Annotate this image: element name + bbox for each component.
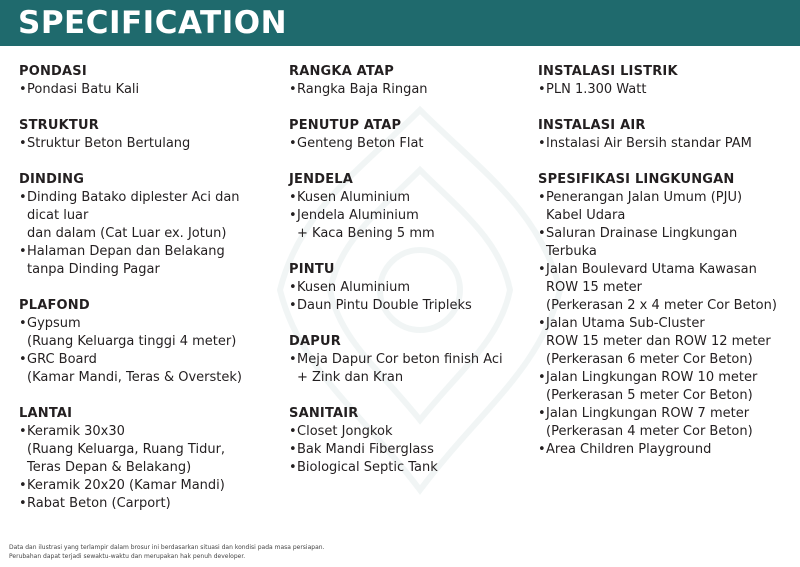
- spec-item-line: PLN 1.300 Watt: [546, 82, 647, 97]
- spec-item-line: Dinding Batako diplester Aci dan: [27, 190, 240, 205]
- spec-item: [19, 477, 279, 495]
- section-title: PINTU: [289, 262, 335, 277]
- section-title: DAPUR: [289, 334, 341, 349]
- spec-item-line: + Kaca Bening 5 mm: [297, 226, 435, 241]
- spec-item: [538, 81, 793, 99]
- bullet-icon: •: [19, 82, 27, 97]
- bullet-icon: •: [538, 136, 546, 151]
- bullet-icon: •: [289, 442, 297, 457]
- spec-item: [19, 243, 279, 279]
- bullet-icon: •: [289, 208, 297, 223]
- spec-section: [538, 117, 793, 153]
- spec-item-line: dicat luar: [27, 208, 89, 223]
- spec-item: [538, 189, 793, 225]
- spec-item: [289, 279, 529, 297]
- spec-item-line: Jendela Aluminium: [297, 208, 419, 223]
- bullet-icon: •: [19, 316, 27, 331]
- bullet-icon: •: [538, 316, 546, 331]
- bullet-icon: •: [289, 190, 297, 205]
- spec-item: [538, 369, 793, 405]
- spec-item-line: Jalan Lingkungan ROW 10 meter: [546, 370, 758, 385]
- bullet-icon: •: [538, 190, 546, 205]
- section-title: PONDASI: [19, 64, 87, 79]
- spec-section: [538, 63, 793, 99]
- spec-item: [289, 207, 529, 243]
- section-title: PLAFOND: [19, 298, 90, 313]
- bullet-icon: •: [19, 478, 27, 493]
- spec-section: [289, 333, 529, 387]
- spec-section: [289, 63, 529, 99]
- spec-item: [19, 495, 279, 513]
- spec-item-line: (Kamar Mandi, Teras & Overstek): [27, 370, 242, 385]
- bullet-icon: •: [19, 244, 27, 259]
- spec-item-line: Area Children Playground: [546, 442, 712, 457]
- spec-item-line: + Zink dan Kran: [297, 370, 404, 385]
- section-title: LANTAI: [19, 406, 73, 421]
- section-title: INSTALASI LISTRIK: [538, 64, 678, 79]
- disclaimer: [9, 543, 324, 561]
- spec-item-line: Instalasi Air Bersih standar PAM: [546, 136, 752, 151]
- disclaimer-line-1: Data dan ilustrasi yang terlampir dalam brosur ini berdasarkan situasi dan kondisi pada masa persiapan.: [9, 544, 325, 551]
- spec-item: [289, 189, 529, 207]
- spec-item-line: Meja Dapur Cor beton finish Aci: [297, 352, 503, 367]
- spec-item-line: Keramik 20x20 (Kamar Mandi): [27, 478, 225, 493]
- spec-item-line: Terbuka: [546, 244, 597, 259]
- bullet-icon: •: [19, 190, 27, 205]
- section-title: STRUKTUR: [19, 118, 99, 133]
- spec-section: [19, 63, 279, 99]
- bullet-icon: •: [289, 352, 297, 367]
- disclaimer-line-2: Perubahan dapat terjadi sewaktu-waktu dan merupakan hak penuh developer.: [9, 553, 246, 560]
- bullet-icon: •: [19, 352, 27, 367]
- spec-item-line: (Perkerasan 4 meter Cor Beton): [546, 424, 753, 439]
- spec-item-line: Daun Pintu Double Tripleks: [297, 298, 472, 313]
- spec-item: [538, 135, 793, 153]
- spec-item-line: Closet Jongkok: [297, 424, 393, 439]
- spec-item-line: Halaman Depan dan Belakang: [27, 244, 225, 259]
- spec-item-line: Bak Mandi Fiberglass: [297, 442, 434, 457]
- spec-section: [19, 297, 279, 387]
- spec-item-line: Rabat Beton (Carport): [27, 496, 171, 511]
- spec-section: [289, 405, 529, 477]
- spec-item-line: Keramik 30x30: [27, 424, 125, 439]
- spec-item-line: Genteng Beton Flat: [297, 136, 424, 151]
- spec-item-line: Biological Septic Tank: [297, 460, 438, 475]
- section-title: INSTALASI AIR: [538, 118, 646, 133]
- spec-section: [19, 171, 279, 279]
- spec-item-line: Rangka Baja Ringan: [297, 82, 428, 97]
- spec-item-line: Kusen Aluminium: [297, 280, 411, 295]
- bullet-icon: •: [538, 82, 546, 97]
- bullet-icon: •: [538, 370, 546, 385]
- spec-item-line: (Ruang Keluarga tinggi 4 meter): [27, 334, 237, 349]
- spec-item: [19, 135, 279, 153]
- bullet-icon: •: [289, 280, 297, 295]
- spec-section: [19, 405, 279, 513]
- column-1: [19, 63, 279, 531]
- section-title: RANGKA ATAP: [289, 64, 394, 79]
- spec-item-line: Teras Depan & Belakang): [27, 460, 192, 475]
- spec-item: [19, 81, 279, 99]
- spec-section: [289, 261, 529, 315]
- bullet-icon: •: [538, 262, 546, 277]
- spec-item: [19, 315, 279, 351]
- spec-item: [289, 459, 529, 477]
- spec-section: [538, 171, 793, 459]
- spec-item-line: Jalan Utama Sub-Cluster: [546, 316, 705, 331]
- spec-item-line: tanpa Dinding Pagar: [27, 262, 160, 277]
- spec-item-line: (Perkerasan 6 meter Cor Beton): [546, 352, 753, 367]
- spec-item: [19, 351, 279, 387]
- bullet-icon: •: [289, 424, 297, 439]
- bullet-icon: •: [538, 442, 546, 457]
- spec-section: [289, 117, 529, 153]
- spec-item-line: Jalan Lingkungan ROW 7 meter: [546, 406, 750, 421]
- spec-item-line: Struktur Beton Bertulang: [27, 136, 191, 151]
- bullet-icon: •: [538, 226, 546, 241]
- spec-item-line: Kabel Udara: [546, 208, 626, 223]
- header-banner: [0, 0, 800, 46]
- spec-item: [289, 81, 529, 99]
- spec-item: [538, 405, 793, 441]
- spec-item-line: Jalan Boulevard Utama Kawasan: [546, 262, 757, 277]
- bullet-icon: •: [289, 298, 297, 313]
- section-title: SANITAIR: [289, 406, 359, 421]
- spec-item: [538, 315, 793, 369]
- spec-section: [289, 171, 529, 243]
- bullet-icon: •: [19, 424, 27, 439]
- spec-item-line: Penerangan Jalan Umum (PJU): [546, 190, 743, 205]
- spec-item-line: GRC Board: [27, 352, 97, 367]
- spec-item-line: dan dalam (Cat Luar ex. Jotun): [27, 226, 227, 241]
- section-title: PENUTUP ATAP: [289, 118, 402, 133]
- section-title: JENDELA: [289, 172, 354, 187]
- spec-item: [289, 135, 529, 153]
- spec-section: [19, 117, 279, 153]
- bullet-icon: •: [289, 136, 297, 151]
- bullet-icon: •: [538, 406, 546, 421]
- spec-item-line: ROW 15 meter: [546, 280, 643, 295]
- spec-item: [538, 261, 793, 315]
- spec-item-line: (Perkerasan 5 meter Cor Beton): [546, 388, 753, 403]
- spec-item: [289, 441, 529, 459]
- spec-item: [538, 225, 793, 261]
- spec-item: [289, 351, 529, 387]
- column-2: [289, 63, 529, 495]
- bullet-icon: •: [19, 496, 27, 511]
- spec-item: [19, 423, 279, 477]
- spec-item-line: (Ruang Keluarga, Ruang Tidur,: [27, 442, 226, 457]
- column-3: [538, 63, 793, 477]
- section-title: SPESIFIKASI LINGKUNGAN: [538, 172, 735, 187]
- spec-item: [538, 441, 793, 459]
- page-title: SPECIFICATION: [18, 5, 288, 41]
- spec-item-line: Saluran Drainase Lingkungan: [546, 226, 738, 241]
- spec-item-line: (Perkerasan 2 x 4 meter Cor Beton): [546, 298, 777, 313]
- spec-item-line: ROW 15 meter dan ROW 12 meter: [546, 334, 771, 349]
- spec-item-line: Gypsum: [27, 316, 81, 331]
- spec-item-line: Kusen Aluminium: [297, 190, 411, 205]
- spec-item: [289, 423, 529, 441]
- bullet-icon: •: [19, 136, 27, 151]
- spec-item: [289, 297, 529, 315]
- bullet-icon: •: [289, 82, 297, 97]
- spec-item-line: Pondasi Batu Kali: [27, 82, 140, 97]
- bullet-icon: •: [289, 460, 297, 475]
- spec-item: [19, 189, 279, 243]
- section-title: DINDING: [19, 172, 85, 187]
